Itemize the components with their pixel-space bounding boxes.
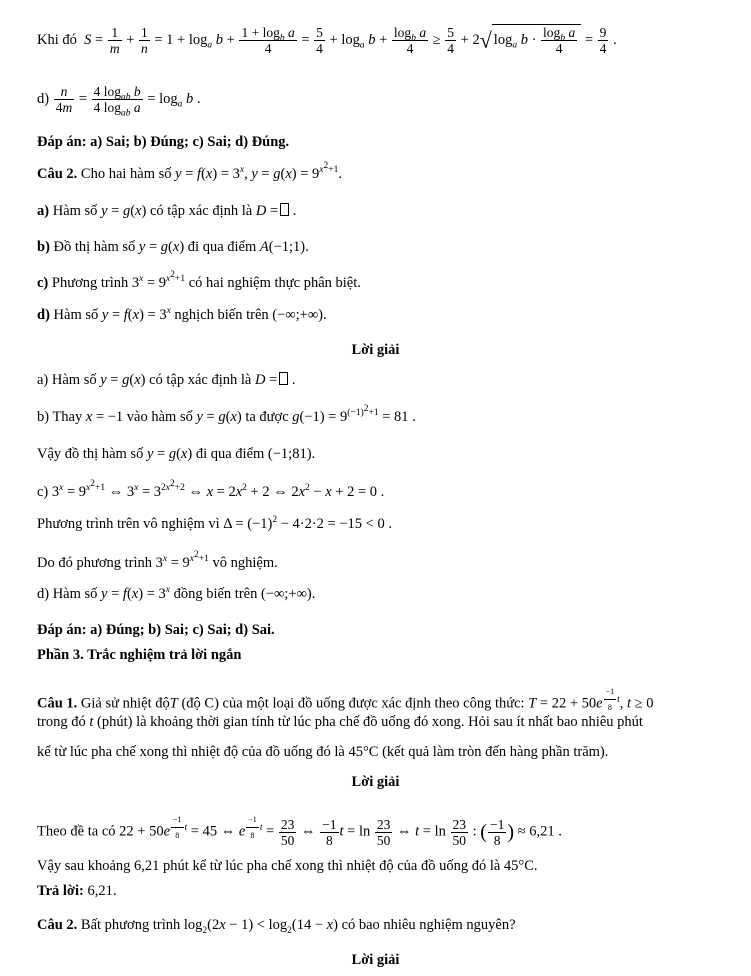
statement-c: c) Phương trình $3^x = 9^{x^2+1}$ có hai nghiệm thực phân biệt. (37, 270, 361, 291)
statement-d: d) Hàm số $y = f(x) = 3^x$ nghịch biến trên (−∞;+∞). (37, 306, 327, 323)
problem-2: Câu 2. Bất phương trình $\log_2(2x - 1) < \log_2(14 - x)$ có bao nhiêu nghiệm nguyên? (37, 917, 516, 936)
solution-b-conclusion: Vậy đồ thị hàm số y = g(x) đi qua điểm (−1;81). (37, 446, 316, 462)
problem-1-line1: Câu 1. Giả sử nhiệt độT (độ C) của một loại đồ uống được xác định theo công thức: T = 22 + 50e $^{\frac{-1}{8} t}$, t ≥ 0 (37, 684, 653, 715)
solution-heading-3: Lời giải (351, 952, 400, 968)
solution-c-discriminant: Phương trình trên vô nghiệm vì $\Delta = (-1)^2 - 4\cdot 2\cdot 2 = -15 < 0$ . (37, 515, 392, 532)
problem-1-answer: Trả lời: 6,21. (37, 883, 117, 899)
solution-heading-2: Lời giải (351, 774, 400, 790)
solution-a: a) Hàm số y = g(x) có tập xác định là D = . (37, 372, 296, 388)
problem-1-line2: trong đó t (phút) là khoảng thời gian tính từ lúc pha chế đồ uống đó xong. Hỏi sau ít nhất bao nhiêu phút (37, 714, 643, 730)
formula-line-s: Khi đó S = $\frac{1}{m}$ + $\frac{1}{n}$ = $1 + \log_a b$ + $\frac{1 + \log_b a}{4}$ = $\frac{5}{4}$ + $\log_a b$ + $\frac{\log_b a}{4}$ ≥ $\frac{5}{4}$ + 2√ $\log_a b$ · $\frac{\log_b a}{4}$ = $\frac{9}{4}$ . (37, 25, 617, 56)
question-2: Câu 2. Cho hai hàm số $y = f(x) = 3^x$, $y = g(x) = 9^{x^2+1}$. (37, 161, 342, 182)
answer-key-2: Đáp án: a) Đúng; b) Sai; c) Sai; d) Sai. (37, 622, 275, 638)
statement-b: b) Đồ thị hàm số y = g(x) đi qua điểm A(−1;1). (37, 239, 309, 255)
solution-b: b) Thay x = −1 vào hàm số y = g(x) ta được $g(-1) = 9^{(-1)^2+1} = 81$ . (37, 404, 416, 425)
section-heading-part3: Phần 3. Trắc nghiệm trả lời ngắn (37, 647, 242, 663)
formula-line-d: d) $\frac{n}{4m}$ = $\frac{4 \log_{ab} b}{4 \log_{ab} a}$ = $\log_a b$ . (37, 84, 201, 119)
problem-1-line3: kể từ lúc pha chế xong thì nhiệt độ của đồ uống đó là 45°C (kết quả làm tròn đến hàng phần trăm). (37, 744, 609, 760)
problem-1-conclusion: Vậy sau khoảng 6,21 phút kể từ lúc pha chế xong thì nhiệt độ của đồ uống đó là 45°C. (37, 858, 538, 874)
solution-d: d) Hàm số $y = f(x) = 3^x$ đồng biến trên (−∞;+∞). (37, 585, 316, 602)
solution-heading-1: Lời giải (351, 342, 400, 358)
problem-1-solution: Theo đề ta có 22 + 50e $^{\frac{-1}{8} t}$ = 45 ⇔ e $^{\frac{-1}{8} t}$ = $\frac{23}{50}$ ⇔ $\frac{-1}{8}$ t = ln $\frac{23}{50}$ ⇔ t = ln $\frac{23}{50}$ : ( $\frac{-1}{8}$ ) ≈ 6,21 . (37, 812, 562, 848)
solution-c-conclusion: Do đó phương trình $3^x = 9^{x^2+1}$ vô nghiệm. (37, 550, 278, 571)
solution-c: c) $3^x = 9^{x^2+1}$ ⇔ $3^x = 3^{2x^2+2}$ ⇔ $x = 2x^2 + 2$ ⇔ $2x^2 - x + 2 = 0$ . (37, 479, 385, 500)
statement-a: a) Hàm số y = g(x) có tập xác định là D = . (37, 203, 297, 219)
answer-key-1: Đáp án: a) Sai; b) Đúng; c) Sai; d) Đúng. (37, 134, 290, 150)
